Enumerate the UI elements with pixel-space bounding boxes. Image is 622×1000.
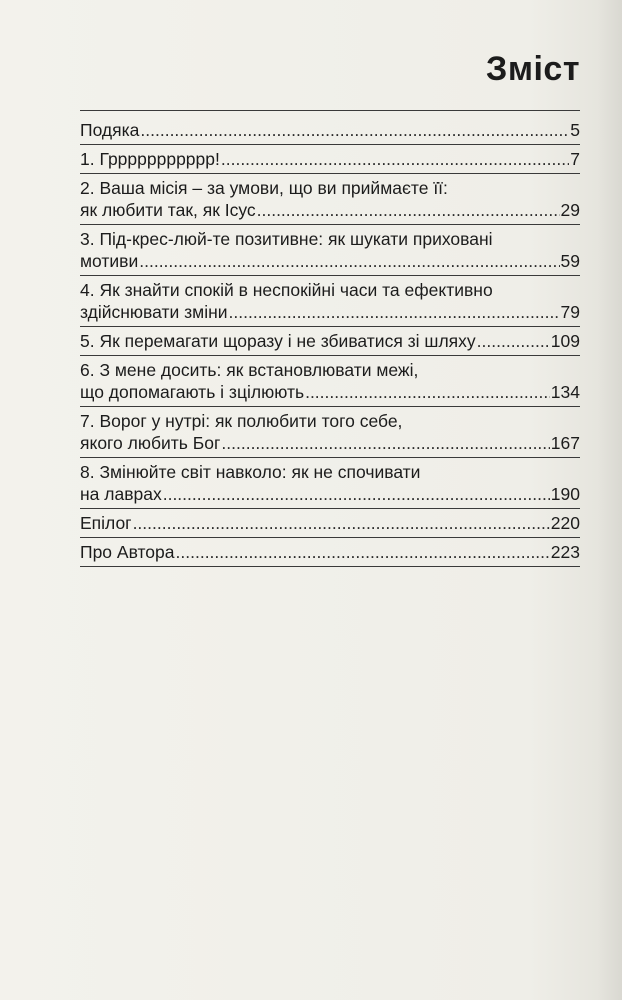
divider bbox=[80, 355, 580, 356]
divider bbox=[80, 224, 580, 225]
dot-leader bbox=[140, 119, 569, 141]
toc-entry-text: здійснювати зміни bbox=[80, 302, 228, 322]
toc-entry-page: 167 bbox=[550, 433, 580, 453]
dot-leader bbox=[221, 432, 549, 454]
divider bbox=[80, 457, 580, 458]
dot-leader bbox=[176, 541, 550, 563]
toc-entry-page: 223 bbox=[550, 542, 580, 562]
toc-entry-chapter-1 bbox=[80, 148, 580, 170]
toc-entry-text: Епілог bbox=[80, 513, 132, 533]
toc-entry-chapter-6 bbox=[80, 359, 580, 403]
toc-entry-epilogue bbox=[80, 512, 580, 534]
page-title: Зміст bbox=[486, 50, 580, 88]
table-of-contents bbox=[80, 110, 580, 570]
divider bbox=[80, 144, 580, 145]
divider bbox=[80, 173, 580, 174]
toc-entry-heading: 6. З мене досить: як встановлювати межі, bbox=[80, 360, 419, 380]
dot-leader bbox=[477, 330, 550, 352]
toc-entry-page: 109 bbox=[550, 331, 580, 351]
dot-leader bbox=[229, 301, 560, 323]
toc-entry-text: що допомагають і зцілюють bbox=[80, 382, 305, 402]
toc-entry-text: Подяка bbox=[80, 120, 140, 140]
toc-entry-page: 79 bbox=[560, 302, 580, 322]
toc-entry-page: 5 bbox=[570, 120, 580, 140]
toc-entry-page: 59 bbox=[560, 251, 580, 271]
toc-entry-page: 134 bbox=[550, 382, 580, 402]
dot-leader bbox=[305, 381, 550, 403]
toc-entry-chapter-2 bbox=[80, 177, 580, 221]
toc-entry-heading: 4. Як знайти спокій в неспокійні часи та ефективно bbox=[80, 280, 493, 300]
toc-entry-heading: 3. Під-крес-люй-те позитивне: як шукати приховані bbox=[80, 229, 493, 249]
dot-leader bbox=[139, 250, 559, 272]
dot-leader bbox=[221, 148, 569, 170]
divider bbox=[80, 275, 580, 276]
divider bbox=[80, 508, 580, 509]
toc-entry-heading: 2. Ваша місія – за умови, що ви приймаєте її: bbox=[80, 178, 448, 198]
toc-entry-chapter-3 bbox=[80, 228, 580, 272]
toc-entry-text: на лаврах bbox=[80, 484, 162, 504]
toc-entry-about-author bbox=[80, 541, 580, 563]
toc-entry-page: 190 bbox=[550, 484, 580, 504]
toc-entry-page: 29 bbox=[560, 200, 580, 220]
dot-leader bbox=[163, 483, 550, 505]
toc-entry-page: 7 bbox=[570, 149, 580, 169]
toc-entry-heading: 7. Ворог у нутрі: як полюбити того себе, bbox=[80, 411, 403, 431]
dot-leader bbox=[133, 512, 550, 534]
divider bbox=[80, 110, 580, 111]
toc-entry-chapter-4 bbox=[80, 279, 580, 323]
toc-entry-chapter-5 bbox=[80, 330, 580, 352]
toc-entry-chapter-7 bbox=[80, 410, 580, 454]
divider bbox=[80, 406, 580, 407]
toc-entry-acknowledgements bbox=[80, 119, 580, 141]
toc-entry-text: 1. Гррррррррррр! bbox=[80, 149, 220, 169]
divider bbox=[80, 566, 580, 567]
toc-entry-chapter-8 bbox=[80, 461, 580, 505]
toc-entry-text: 5. Як перемагати щоразу і не збиватися зі шляху bbox=[80, 331, 476, 351]
toc-entry-page: 220 bbox=[550, 513, 580, 533]
toc-entry-text: як любити так, як Ісус bbox=[80, 200, 256, 220]
divider bbox=[80, 326, 580, 327]
toc-entry-text: Про Автора bbox=[80, 542, 175, 562]
divider bbox=[80, 537, 580, 538]
toc-entry-heading: 8. Змінюйте світ навколо: як не спочивати bbox=[80, 462, 421, 482]
toc-entry-text: мотиви bbox=[80, 251, 139, 271]
toc-entry-text: якого любить Бог bbox=[80, 433, 221, 453]
dot-leader bbox=[257, 199, 560, 221]
